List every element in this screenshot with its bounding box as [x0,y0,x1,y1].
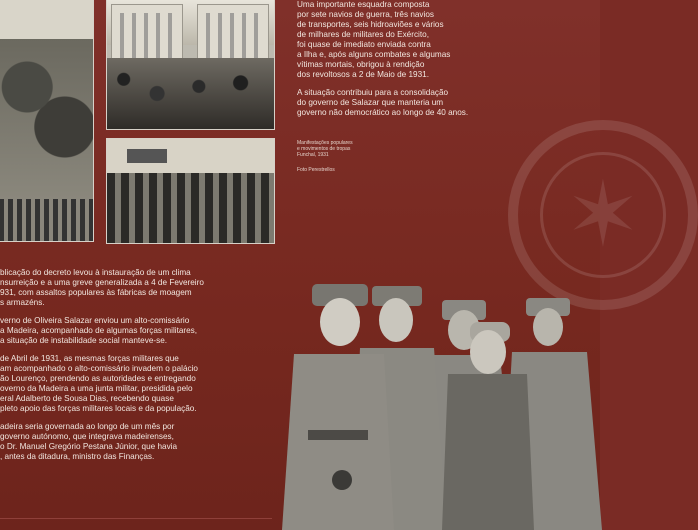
text-line: , antes da ditadura, ministro das Finanças. [0,452,155,461]
text-line: A situação contribuiu para a consolidação [297,88,449,97]
caption-title-2: e movimentos de tropas [297,146,351,152]
text-line: por sete navios de guerra, três navios [297,10,434,19]
text-line: de milhares de militares do Exército, [297,30,429,39]
text-line: ão Lourenço, prendendo as autoridades e entregando [0,374,196,383]
text-line: governo não democrático ao longo de 40 anos. [297,108,469,117]
text-line: do governo de Salazar que manteria um [297,98,444,107]
text-line: governo autónomo, que integrava madeirenses, [0,432,174,441]
photo-square-crowd [106,0,275,130]
text-line: foi quase de imediato enviada contra [297,40,431,49]
photo-caption [297,140,417,173]
text-line: dos revoltosos a 2 de Maio de 1931. [297,70,429,79]
text-line: a Ilha e, após alguns combates e algumas [297,50,451,59]
text-line: nsurreição e a uma greve generalizada a 4 de Fevereiro [0,278,204,287]
text-line: de transportes, seis hidroaviões e vários [297,20,444,29]
text-line: blicação do decreto levou à instauração de um clima [0,268,191,277]
text-line: o Dr. Manuel Gregório Pestana Júnior, que havia [0,442,178,451]
text-line: pleto apoio das forças militares locais e da população. [0,404,197,413]
right-text-block [297,0,477,126]
star-icon: ✶ [565,165,641,266]
photo-military-officers [272,270,612,530]
text-line: eral Adalberto de Sousa Dias, recebendo quase [0,394,174,403]
caption-place: Funchal, 1931 [297,152,329,158]
text-line: adeira seria governada ao longo de um mês por [0,422,175,431]
caption-credit: Foto Perestrellos [297,167,335,173]
text-line: vítimas mortais, obrigou à rendição [297,60,425,69]
left-text-block [0,268,272,470]
photo-troops-marching [106,138,275,244]
text-line: 931, com assaltos populares às fábricas de moagem [0,288,192,297]
text-line: s armazéns. [0,298,45,307]
text-line: a Madeira, acompanhado de algumas forças militares, [0,326,198,335]
caption-title-1: Manifestações populares [297,140,353,146]
text-line: overno da Madeira a uma junta militar, presidida pelo [0,384,193,393]
text-line: de Abril de 1931, as mesmas forças militares que [0,354,179,363]
text-line: verno de Oliveira Salazar enviou um alto-comissário [0,316,190,325]
text-line: a situação de instabilidade social manteve-se. [0,336,168,345]
text-line: am acompanhado o alto-comissário invadem o palácio [0,364,198,373]
photo-crowd-trees [0,0,94,242]
divider [0,518,272,519]
text-line: Uma importante esquadra composta [297,0,430,9]
